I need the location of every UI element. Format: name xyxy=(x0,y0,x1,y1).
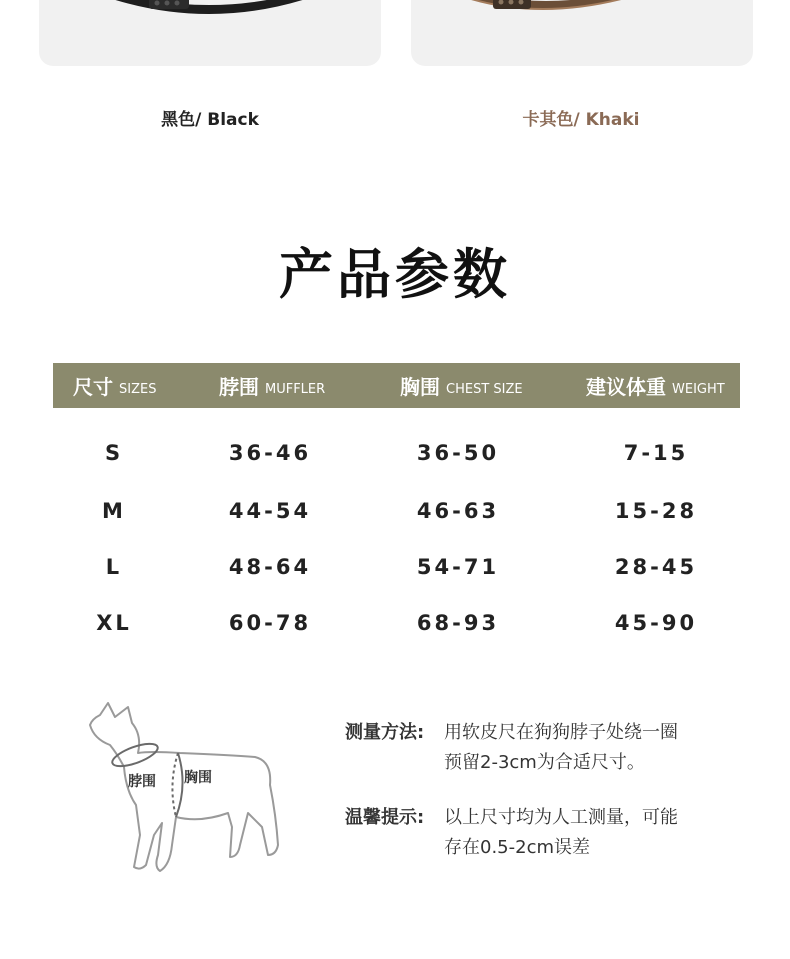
tip-label: 温馨提示: xyxy=(345,807,425,828)
cell-muffler: 48-64 xyxy=(228,555,312,579)
cell-chest: 54-71 xyxy=(416,555,500,579)
cell-size: S xyxy=(104,441,124,465)
collar-khaki-image xyxy=(411,0,753,66)
collar-black-image xyxy=(39,0,381,66)
header-weight-cn: 建议体重 xyxy=(586,375,666,399)
header-muffler-cn: 脖围 xyxy=(219,375,259,399)
size-table-header xyxy=(53,363,740,408)
header-sizes-en: SIZES xyxy=(119,381,157,397)
cell-muffler: 36-46 xyxy=(228,441,312,465)
diagram-neck-label: 脖围 xyxy=(128,774,156,790)
dog-outline-icon xyxy=(80,695,290,885)
cell-weight: 15-28 xyxy=(614,499,698,523)
dog-measurement-diagram xyxy=(80,695,290,885)
cell-weight: 7-15 xyxy=(623,441,689,465)
header-weight-en: WEIGHT xyxy=(672,381,725,397)
cell-weight: 28-45 xyxy=(614,555,698,579)
header-muffler xyxy=(219,363,325,408)
header-chest xyxy=(400,363,523,408)
header-chest-en: CHEST SIZE xyxy=(446,381,523,397)
cell-muffler: 60-78 xyxy=(228,611,312,635)
variant-label-black: 黑色/ Black xyxy=(161,110,259,130)
diagram-chest-label: 胸围 xyxy=(184,770,212,786)
header-sizes xyxy=(73,363,156,408)
cell-chest: 68-93 xyxy=(416,611,500,635)
product-image-black[interactable] xyxy=(39,0,381,66)
header-sizes-cn: 尺寸 xyxy=(73,375,113,399)
section-title: 产品参数 xyxy=(279,243,511,306)
cell-size: L xyxy=(105,555,123,579)
cell-chest: 46-63 xyxy=(416,499,500,523)
measure-method-line1: 用软皮尺在狗狗脖子处绕一圈 xyxy=(444,722,678,743)
cell-weight: 45-90 xyxy=(614,611,698,635)
measure-method-label: 测量方法: xyxy=(345,722,425,743)
header-chest-cn: 胸围 xyxy=(400,375,440,399)
measure-method-line2: 预留2-3cm为合适尺寸。 xyxy=(444,752,645,773)
product-image-khaki[interactable] xyxy=(411,0,753,66)
variant-label-khaki: 卡其色/ Khaki xyxy=(522,110,640,130)
cell-size: XL xyxy=(96,611,132,635)
cell-size: M xyxy=(102,499,126,523)
header-muffler-en: MUFFLER xyxy=(265,381,326,397)
header-weight xyxy=(586,363,725,408)
tip-line1: 以上尺寸均为人工测量，可能 xyxy=(444,807,678,828)
cell-muffler: 44-54 xyxy=(228,499,312,523)
tip-line2: 存在0.5-2cm误差 xyxy=(444,837,591,858)
cell-chest: 36-50 xyxy=(416,441,500,465)
